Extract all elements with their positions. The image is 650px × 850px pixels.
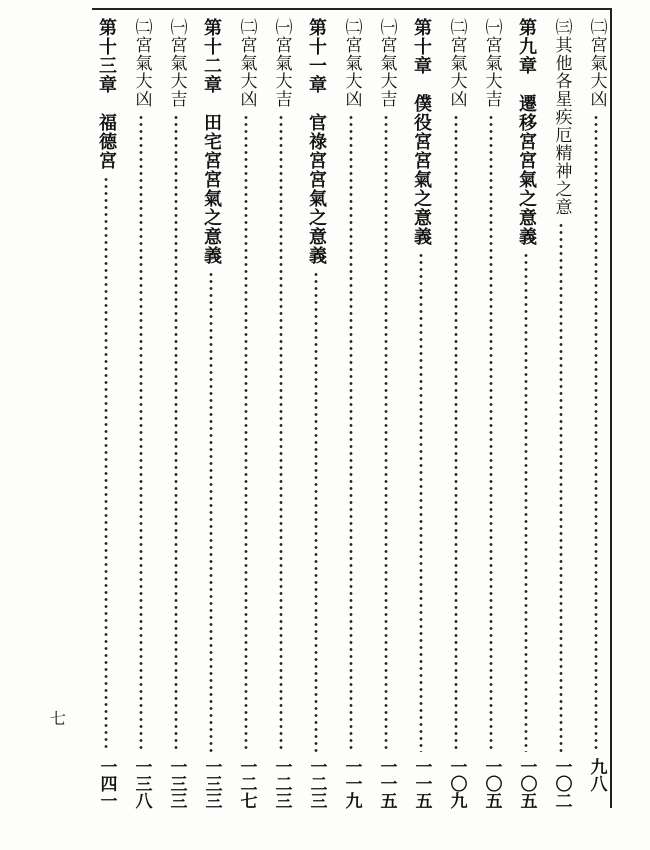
toc-entry-title: ㈠宮氣大吉 (166, 18, 187, 108)
toc-entry-page: 一一五 (411, 758, 432, 809)
toc-entry[interactable] (268, 18, 294, 808)
toc-chapter-entry[interactable] (513, 18, 539, 808)
right-border-rule (610, 8, 612, 808)
toc-chapter-entry[interactable] (303, 18, 329, 808)
dot-leader (559, 222, 563, 752)
toc-entry[interactable] (548, 18, 574, 808)
dot-leader (384, 114, 388, 752)
toc-chapter-title: 第九章 遷移宮宮氣之意義 (516, 18, 537, 246)
top-border-rule (92, 8, 612, 10)
dot-leader (594, 114, 598, 752)
dot-leader (279, 114, 283, 752)
toc-entry-page: 一二三 (271, 758, 292, 809)
toc-chapter-entry[interactable] (408, 18, 434, 808)
dot-leader (454, 114, 458, 752)
toc-entry-page: 一〇五 (516, 758, 537, 809)
toc-entry[interactable] (478, 18, 504, 808)
toc-entry[interactable] (163, 18, 189, 808)
toc-chapter-entry[interactable] (93, 18, 119, 808)
dot-leader (489, 114, 493, 752)
toc-entry-page: 九八 (586, 758, 607, 792)
toc-entry[interactable] (373, 18, 399, 808)
toc-entry-page: 一二三 (306, 758, 327, 809)
toc-entry-page: 一一九 (341, 758, 362, 809)
dot-leader (104, 176, 108, 752)
toc-entry-page: 一一五 (376, 758, 397, 809)
toc-entry-title: ㈠宮氣大吉 (271, 18, 292, 108)
toc-entry[interactable] (338, 18, 364, 808)
toc-entry-title: ㈠宮氣大吉 (376, 18, 397, 108)
dot-leader (209, 271, 213, 752)
toc-entry-title: ㈡宮氣大凶 (131, 18, 152, 108)
page-number: 七 (50, 709, 67, 728)
toc-entry-title: ㈡宮氣大凶 (586, 18, 607, 108)
toc-entry[interactable] (233, 18, 259, 808)
toc-entry[interactable] (128, 18, 154, 808)
toc-chapter-title: 第十二章 田宅宮宮氣之意義 (201, 18, 222, 265)
dot-leader (139, 114, 143, 752)
dot-leader (349, 114, 353, 752)
toc-entry[interactable] (583, 18, 609, 808)
dot-leader (244, 114, 248, 752)
dot-leader (419, 252, 423, 752)
toc-entry-title: ㈢其他各星疾厄精神之意 (551, 18, 572, 216)
toc-entry-title: ㈡宮氣大凶 (341, 18, 362, 108)
dot-leader (314, 271, 318, 752)
toc-entry-title: ㈡宮氣大凶 (446, 18, 467, 108)
toc-entry-title: ㈡宮氣大凶 (236, 18, 257, 108)
toc-entry-page: 一三八 (131, 758, 152, 809)
toc-entry-page: 一三三 (201, 758, 222, 809)
dot-leader (174, 114, 178, 752)
toc-entry-page: 一〇九 (446, 758, 467, 809)
toc-chapter-title: 第十一章 官祿宮宮氣之意義 (306, 18, 327, 265)
toc-entry-page: 一四一 (96, 758, 117, 809)
toc-chapter-title: 第十三章 福德宮 (96, 18, 117, 170)
toc-entry-page: 一〇二 (551, 758, 572, 809)
toc-entry-page: 一三三 (166, 758, 187, 809)
toc-entry-page: 一〇五 (481, 758, 502, 809)
toc-entry-title: ㈠宮氣大吉 (481, 18, 502, 108)
toc-entry[interactable] (443, 18, 469, 808)
toc-entry-page: 一二七 (236, 758, 257, 809)
dot-leader (524, 252, 528, 752)
toc-chapter-entry[interactable] (198, 18, 224, 808)
toc-chapter-title: 第十章 僕役宮宮氣之意義 (411, 18, 432, 246)
